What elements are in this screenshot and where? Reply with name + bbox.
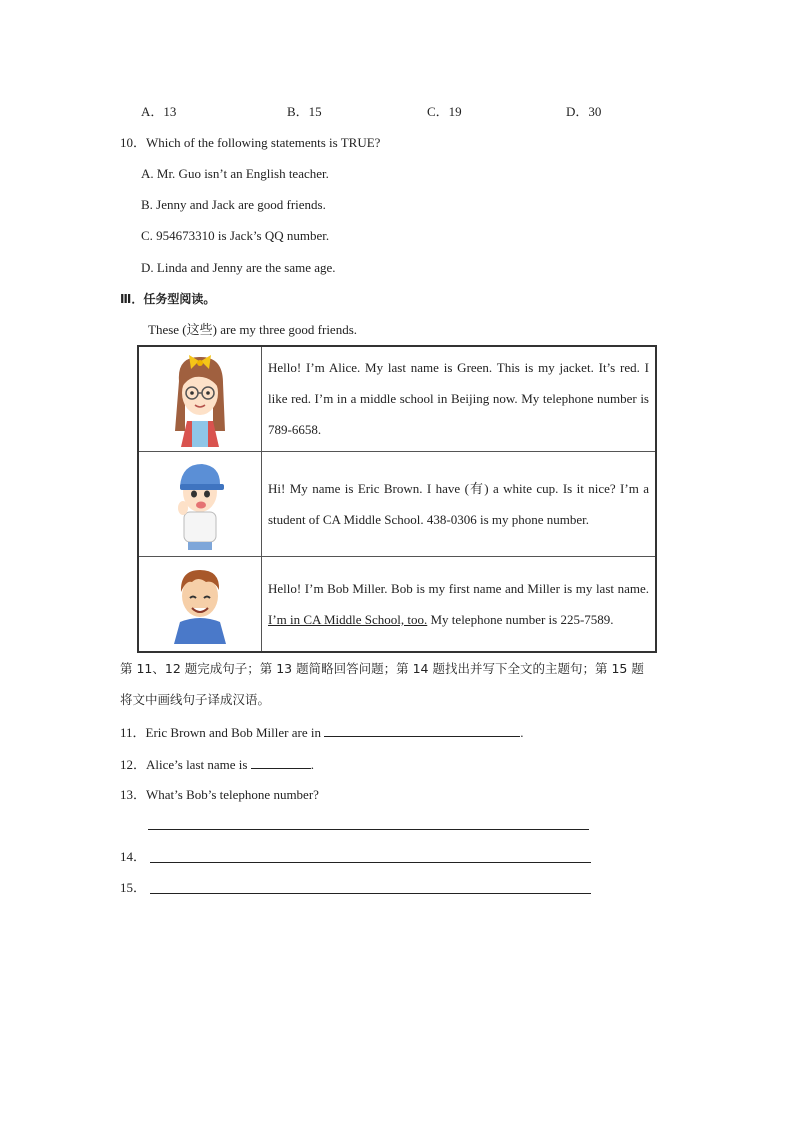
q12-answer-blank[interactable] bbox=[251, 756, 311, 769]
q9-option-a: A．13 bbox=[141, 104, 177, 119]
section-heading: Ⅲ．任务型阅读。 bbox=[120, 292, 216, 306]
q11 bbox=[120, 724, 523, 741]
bob-picture-cell bbox=[138, 556, 262, 652]
alice-avatar bbox=[165, 351, 235, 447]
q11-prompt: 11．Eric Brown and Bob Miller are in bbox=[120, 725, 325, 740]
alice-picture-cell bbox=[138, 346, 262, 451]
q10-option-c: C. 954673310 is Jack’s QQ number. bbox=[141, 228, 330, 243]
q14-answer-line[interactable] bbox=[150, 862, 591, 863]
bob-text-start: Hello! I’m Bob Miller. Bob is my first name and Miller is my last name. bbox=[268, 580, 649, 596]
instructions-line-2: 将文中画线句子译成汉语。 bbox=[120, 692, 271, 707]
q15-answer-line[interactable] bbox=[150, 893, 591, 894]
friend-row-alice bbox=[138, 346, 656, 451]
bob-text bbox=[262, 556, 657, 652]
eric-text: Hi! My name is Eric Brown. I have (有) a white cup. Is it nice? I’m a student of CA Middle School. 438-0306 is my phone number. bbox=[262, 451, 657, 556]
q10-option-a: A. Mr. Guo isn’t an English teacher. bbox=[141, 166, 329, 181]
q12-prompt: 12．Alice’s last name is bbox=[120, 757, 251, 772]
friends-table bbox=[137, 345, 657, 653]
q14-label: 14． bbox=[120, 849, 147, 864]
bob-text-end: My telephone number is 225-7589. bbox=[427, 611, 614, 627]
bob-avatar bbox=[168, 564, 232, 644]
q11-answer-blank[interactable] bbox=[324, 724, 520, 737]
q12-end: . bbox=[310, 757, 314, 772]
section-intro: These (这些) are my three good friends. bbox=[148, 322, 358, 337]
q12 bbox=[120, 756, 314, 773]
q10-option-d: D. Linda and Jenny are the same age. bbox=[141, 260, 336, 275]
q11-end: . bbox=[520, 725, 524, 740]
q9-option-b: B．15 bbox=[287, 104, 322, 119]
friend-row-bob bbox=[138, 556, 656, 652]
alice-text: Hello! I’m Alice. My last name is Green. This is my jacket. It’s red. I like red. I’m in a middle school in Beijing now. My telephone number is 789-6658. bbox=[262, 346, 657, 451]
instructions-line-1: 第 11、12 题完成句子；第 13 题简略回答问题；第 14 题找出并写下全文的主题句；第 15 题 bbox=[120, 661, 644, 676]
q10-option-b: B. Jenny and Jack are good friends. bbox=[141, 197, 326, 212]
eric-avatar bbox=[170, 458, 230, 550]
bob-underlined-sentence: I’m in CA Middle School, too. bbox=[268, 611, 428, 627]
q9-option-c: C．19 bbox=[427, 104, 462, 119]
q9-option-d: D．30 bbox=[566, 104, 602, 119]
q13-answer-line[interactable] bbox=[148, 829, 589, 830]
q10-question: 10．Which of the following statements is TRUE? bbox=[120, 135, 381, 150]
eric-picture-cell bbox=[138, 451, 262, 556]
q13-question: 13．What’s Bob’s telephone number? bbox=[120, 787, 319, 802]
q15-label: 15． bbox=[120, 880, 147, 895]
friend-row-eric bbox=[138, 451, 656, 556]
